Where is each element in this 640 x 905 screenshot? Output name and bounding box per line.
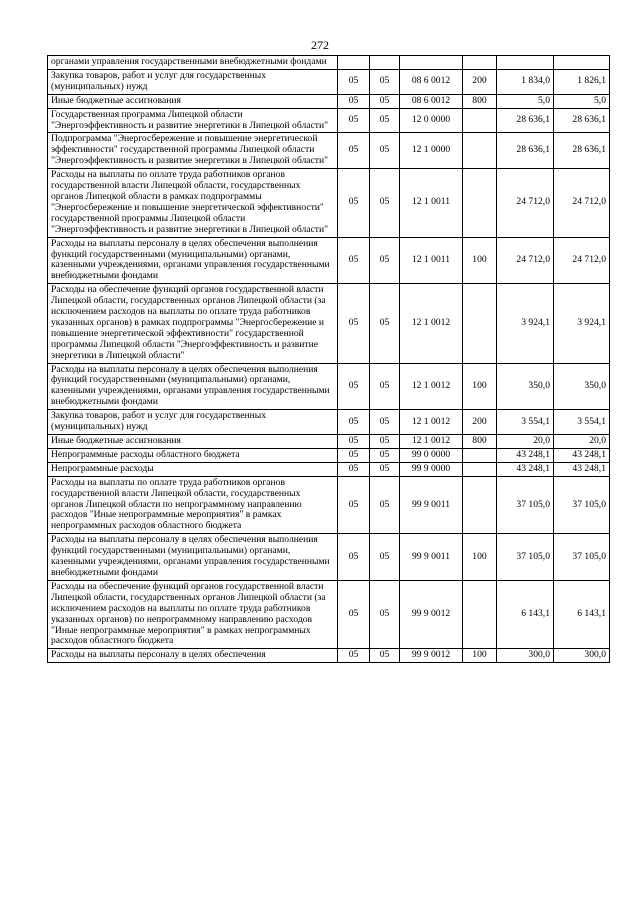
cell-amount-2: 1 826,1 [554, 69, 610, 94]
cell-expense-type [463, 108, 497, 133]
table-row [48, 169, 610, 237]
cell-subsection: 05 [370, 94, 400, 108]
cell-amount-1: 24 712,0 [497, 237, 554, 284]
cell-expense-type: 100 [463, 363, 497, 410]
cell-target-article: 12 0 0000 [400, 108, 463, 133]
cell-amount-2: 3 924,1 [554, 284, 610, 363]
cell-amount-2: 43 248,1 [554, 448, 610, 462]
cell-target-article: 99 9 0000 [400, 462, 463, 476]
cell-section: 05 [338, 363, 370, 410]
table-row [48, 462, 610, 476]
cell-subsection: 05 [370, 69, 400, 94]
cell-amount-2: 37 105,0 [554, 476, 610, 534]
cell-section: 05 [338, 410, 370, 435]
cell-section: 05 [338, 133, 370, 169]
cell-expense-type: 200 [463, 410, 497, 435]
cell-section [338, 56, 370, 70]
table-row [48, 534, 610, 581]
cell-description: Расходы на выплаты по оплате труда работников органов государственной власти Липецкой области, государственных органов Липецкой области по непрограммному направлению расходов "Иные непрограммные мероприятия" в рамках непрограммных расходов областного бюджета [48, 476, 338, 534]
cell-amount-1: 43 248,1 [497, 462, 554, 476]
cell-expense-type [463, 133, 497, 169]
table-row [48, 94, 610, 108]
table-row [48, 56, 610, 70]
table-row [48, 448, 610, 462]
cell-description: Расходы на выплаты персоналу в целях обеспечения выполнения функций государственными (муниципальными) органами, казенными учреждениями, органами управления государственными внебюджетными фондами [48, 534, 338, 581]
cell-amount-2: 24 712,0 [554, 237, 610, 284]
cell-amount-2: 24 712,0 [554, 169, 610, 237]
cell-section: 05 [338, 448, 370, 462]
cell-subsection: 05 [370, 580, 400, 648]
cell-subsection: 05 [370, 448, 400, 462]
cell-section: 05 [338, 435, 370, 449]
cell-section: 05 [338, 169, 370, 237]
cell-target-article: 08 6 0012 [400, 69, 463, 94]
table-row [48, 237, 610, 284]
cell-section: 05 [338, 69, 370, 94]
cell-amount-1: 43 248,1 [497, 448, 554, 462]
cell-subsection: 05 [370, 363, 400, 410]
cell-amount-2: 5,0 [554, 94, 610, 108]
cell-amount-1: 24 712,0 [497, 169, 554, 237]
cell-target-article: 12 1 0012 [400, 363, 463, 410]
cell-expense-type: 800 [463, 94, 497, 108]
cell-expense-type: 100 [463, 534, 497, 581]
cell-description: Иные бюджетные ассигнования [48, 94, 338, 108]
cell-target-article: 12 1 0012 [400, 284, 463, 363]
cell-expense-type [463, 448, 497, 462]
cell-amount-1: 3 924,1 [497, 284, 554, 363]
cell-subsection: 05 [370, 534, 400, 581]
cell-description: Закупка товаров, работ и услуг для государственных (муниципальных) нужд [48, 69, 338, 94]
cell-amount-2: 350,0 [554, 363, 610, 410]
cell-target-article: 12 1 0011 [400, 237, 463, 284]
cell-amount-1: 28 636,1 [497, 108, 554, 133]
cell-expense-type [463, 284, 497, 363]
cell-expense-type [463, 56, 497, 70]
cell-subsection: 05 [370, 169, 400, 237]
cell-amount-2: 43 248,1 [554, 462, 610, 476]
cell-amount-1: 37 105,0 [497, 476, 554, 534]
table-row [48, 649, 610, 663]
table-row [48, 284, 610, 363]
cell-amount-1: 28 636,1 [497, 133, 554, 169]
cell-expense-type: 100 [463, 237, 497, 284]
cell-description: Расходы на выплаты персоналу в целях обеспечения выполнения функций государственными (муниципальными) органами, казенными учреждениями, органами управления государственными внебюджетными фондами [48, 237, 338, 284]
cell-subsection: 05 [370, 649, 400, 663]
table-row [48, 410, 610, 435]
cell-subsection: 05 [370, 435, 400, 449]
cell-target-article: 99 9 0012 [400, 580, 463, 648]
cell-section: 05 [338, 476, 370, 534]
cell-target-article: 12 1 0012 [400, 435, 463, 449]
cell-subsection: 05 [370, 284, 400, 363]
cell-amount-2: 20,0 [554, 435, 610, 449]
cell-description: органами управления государственными внебюджетными фондами [48, 56, 338, 70]
cell-section: 05 [338, 462, 370, 476]
table-row [48, 69, 610, 94]
cell-target-article: 99 9 0011 [400, 476, 463, 534]
cell-description: Расходы на выплаты персоналу в целях обеспечения [48, 649, 338, 663]
cell-description: Расходы на обеспечение функций органов государственной власти Липецкой области, государственных органов Липецкой области (за исключением расходов на выплаты по оплате труда работников указанных органов) в рамках подпрограммы "Энергосбережение и повышение энергетической эффективности" государственной программы Липецкой области "Энергоэффективность и развитие энергетики в Липецкой области" [48, 284, 338, 363]
cell-description: Расходы на выплаты по оплате труда работников органов государственной власти Липецкой области, государственных органов Липецкой области в рамках подпрограммы "Энергосбережение и повышение энергетической эффективности" государственной программы Липецкой области "Энергоэффективность и развитие энергетики в Липецкой области" [48, 169, 338, 237]
cell-subsection: 05 [370, 462, 400, 476]
cell-description: Расходы на обеспечение функций органов государственной власти Липецкой области, государственных органов Липецкой области (за исключением расходов на выплаты по оплате труда работников указанных органов) по непрограммному направлению расходов "Иные непрограммные мероприятия" в рамках непрограммных расходов областного бюджета [48, 580, 338, 648]
cell-amount-1: 20,0 [497, 435, 554, 449]
cell-amount-1: 3 554,1 [497, 410, 554, 435]
cell-amount-1: 300,0 [497, 649, 554, 663]
cell-expense-type: 100 [463, 649, 497, 663]
cell-subsection: 05 [370, 108, 400, 133]
cell-target-article: 08 6 0012 [400, 94, 463, 108]
cell-amount-2: 28 636,1 [554, 133, 610, 169]
cell-subsection: 05 [370, 476, 400, 534]
cell-description: Подпрограмма "Энергосбережение и повышение энергетической эффективности" государственной программы Липецкой области "Энергоэффективность и развитие энергетики в Липецкой области" [48, 133, 338, 169]
cell-subsection [370, 56, 400, 70]
cell-amount-1: 37 105,0 [497, 534, 554, 581]
cell-target-article: 99 9 0011 [400, 534, 463, 581]
cell-amount-2: 28 636,1 [554, 108, 610, 133]
cell-subsection: 05 [370, 410, 400, 435]
cell-section: 05 [338, 94, 370, 108]
table-row [48, 580, 610, 648]
cell-expense-type [463, 169, 497, 237]
cell-expense-type [463, 580, 497, 648]
cell-amount-2: 6 143,1 [554, 580, 610, 648]
table-row [48, 363, 610, 410]
cell-section: 05 [338, 108, 370, 133]
cell-description: Непрограммные расходы областного бюджета [48, 448, 338, 462]
cell-amount-2: 37 105,0 [554, 534, 610, 581]
cell-expense-type: 800 [463, 435, 497, 449]
cell-amount-1: 6 143,1 [497, 580, 554, 648]
cell-amount-2: 3 554,1 [554, 410, 610, 435]
cell-subsection: 05 [370, 133, 400, 169]
cell-amount-1: 5,0 [497, 94, 554, 108]
cell-section: 05 [338, 580, 370, 648]
cell-amount-2: 300,0 [554, 649, 610, 663]
table-row [48, 133, 610, 169]
cell-target-article [400, 56, 463, 70]
table-row [48, 476, 610, 534]
cell-target-article: 12 1 0012 [400, 410, 463, 435]
cell-description: Закупка товаров, работ и услуг для государственных (муниципальных) нужд [48, 410, 338, 435]
cell-subsection: 05 [370, 237, 400, 284]
cell-expense-type [463, 476, 497, 534]
cell-target-article: 99 9 0012 [400, 649, 463, 663]
table-body [48, 56, 610, 663]
budget-table [47, 55, 610, 663]
cell-section: 05 [338, 284, 370, 363]
cell-amount-1: 1 834,0 [497, 69, 554, 94]
cell-section: 05 [338, 649, 370, 663]
cell-target-article: 12 1 0011 [400, 169, 463, 237]
cell-target-article: 12 1 0000 [400, 133, 463, 169]
cell-amount-1: 350,0 [497, 363, 554, 410]
cell-expense-type [463, 462, 497, 476]
cell-description: Иные бюджетные ассигнования [48, 435, 338, 449]
cell-description: Непрограммные расходы [48, 462, 338, 476]
page-number: 272 [311, 38, 329, 52]
cell-description: Расходы на выплаты персоналу в целях обеспечения выполнения функций государственными (муниципальными) органами, казенными учреждениями, органами управления государственными внебюджетными фондами [48, 363, 338, 410]
cell-section: 05 [338, 534, 370, 581]
table-row [48, 108, 610, 133]
cell-amount-2 [554, 56, 610, 70]
cell-description: Государственная программа Липецкой области "Энергоэффективность и развитие энергетики в Липецкой области" [48, 108, 338, 133]
cell-section: 05 [338, 237, 370, 284]
cell-amount-1 [497, 56, 554, 70]
table-row [48, 435, 610, 449]
cell-expense-type: 200 [463, 69, 497, 94]
cell-target-article: 99 0 0000 [400, 448, 463, 462]
